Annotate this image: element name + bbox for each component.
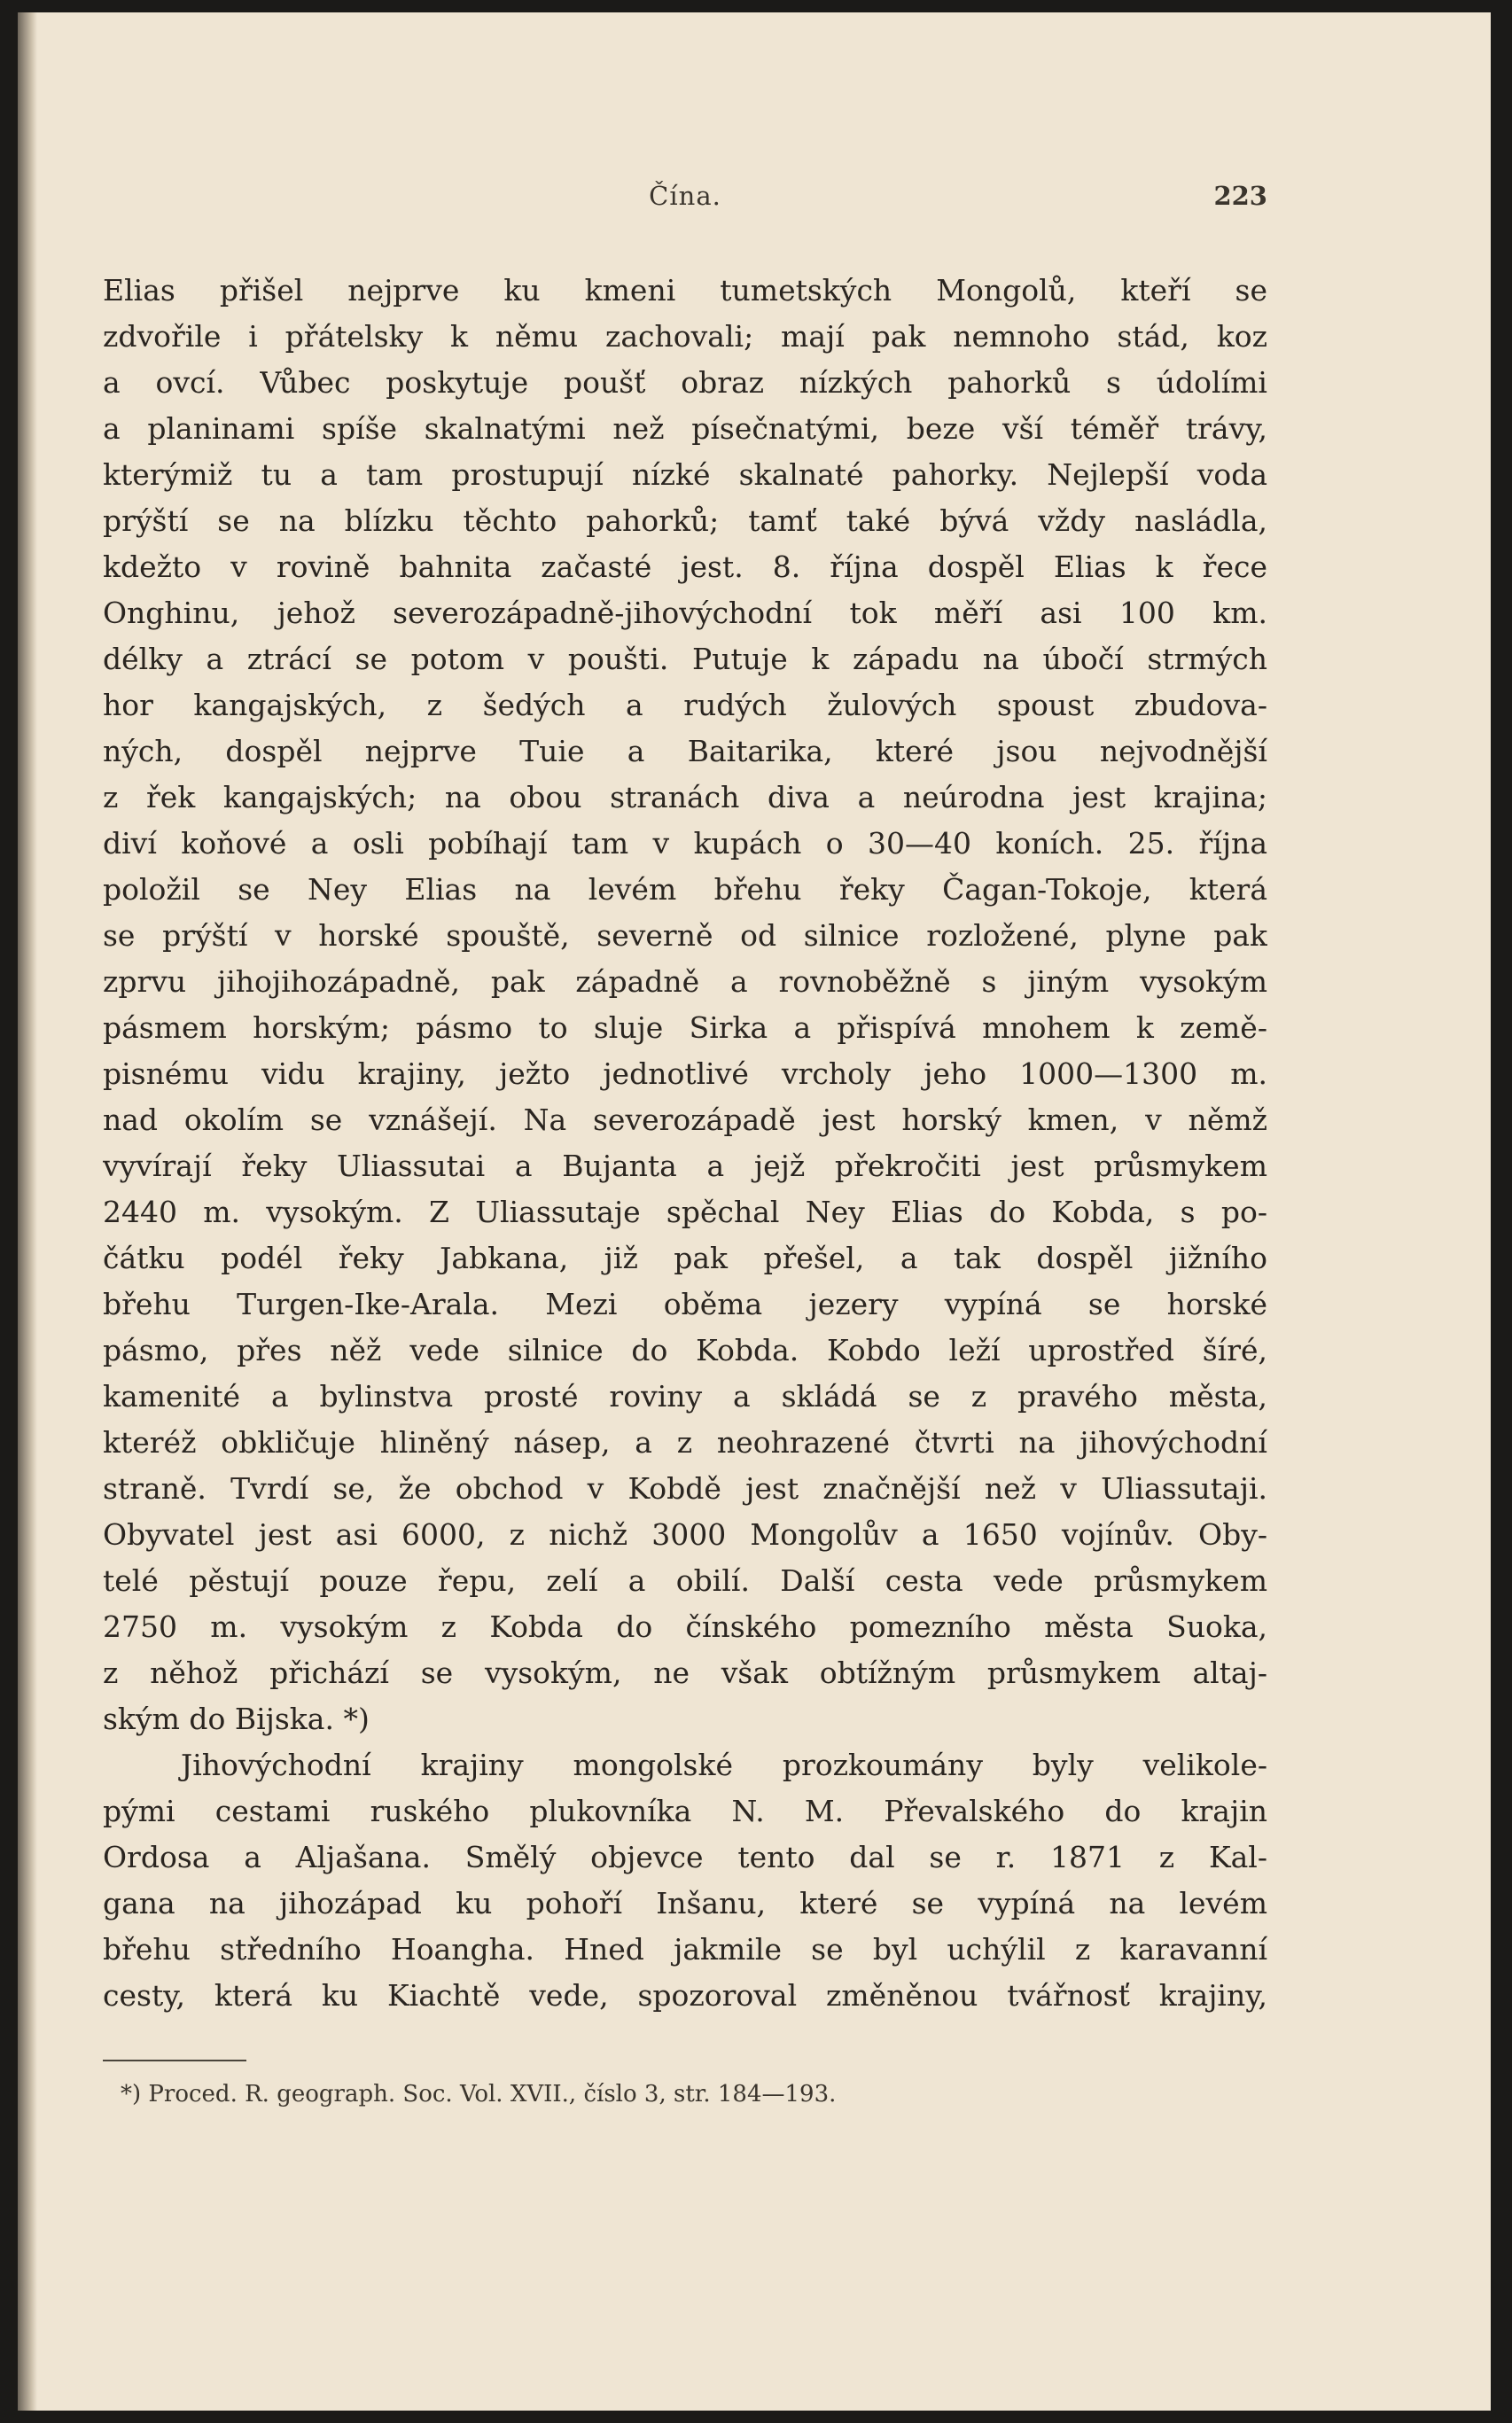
text-line: diví koňové a osli pobíhají tam v kupách o 30—40 koních. 25. října [103,826,1267,861]
text-line: kterýmiž tu a tam prostupují nízké skalnaté pahorky. Nejlepší voda [103,457,1267,492]
page-gutter-shadow [18,12,37,2411]
text-line: vyvírají řeky Uliassutai a Bujanta a jejž překročiti jest průsmykem [103,1149,1267,1183]
text-line: Onghinu, jehož severozápadně-jihovýchodní tok měří asi 100 km. [103,596,1267,630]
text-line: zdvořile i přátelsky k němu zachovali; mají pak nemnoho stád, koz [103,319,1267,354]
paragraph-start-line: Jihovýchodní krajiny mongolské prozkoumány byly velikole- [181,1748,1267,1782]
text-line: telé pěstují pouze řepu, zelí a obilí. Další cesta vede průsmykem [103,1563,1267,1598]
text-line: pásmem horským; pásmo to sluje Sirka a přispívá mnohem k země- [103,1010,1267,1045]
text-line: břehu středního Hoangha. Hned jakmile se byl uchýlil z karavanní [103,1932,1267,1967]
text-line: prýští se na blízku těchto pahorků; tamť také bývá vždy nasládla, [103,503,1267,538]
running-title: Čína. [649,181,721,211]
text-line: pásmo, přes něž vede silnice do Kobda. Kobdo leží uprostřed šíré, [103,1333,1267,1367]
page-number: 223 [1213,181,1267,211]
text-line: pými cestami ruského plukovníka N. M. Převalského do krajin [103,1794,1267,1828]
text-line: a ovcí. Vůbec poskytuje poušť obraz nízkých pahorků s údolími [103,365,1267,400]
text-line: délky a ztrácí se potom v poušti. Putuje k západu na úbočí strmých [103,642,1267,676]
text-line: z něhož přichází se vysokým, ne však obtížným průsmykem altaj- [103,1656,1267,1690]
book-page [18,12,1491,2411]
text-line: se prýští v horské spouště, severně od silnice rozložené, plyne pak [103,918,1267,953]
text-line: Ordosa a Aljašana. Smělý objevce tento dal se r. 1871 z Kal- [103,1840,1267,1874]
text-line: gana na jihozápad ku pohoří Inšanu, které se vypíná na levém [103,1886,1267,1920]
footnote-divider [103,2060,246,2061]
footnote: *) Proced. R. geograph. Soc. Vol. XVII., číslo 3, str. 184—193. [121,2081,837,2107]
body-text [103,268,1267,2019]
text-line: z řek kangajských; na obou stranách diva a neúrodna jest krajina; [103,780,1267,814]
text-line: položil se Ney Elias na levém břehu řeky Čagan-Tokoje, která [103,872,1267,907]
paragraph-end-line: ským do Bijska. *) [103,1702,370,1736]
text-line: břehu Turgen-Ike-Arala. Mezi oběma jezery vypíná se horské [103,1287,1267,1321]
text-line: straně. Tvrdí se, že obchod v Kobdě jest značnější než v Uliassutaji. [103,1471,1267,1506]
text-line: ných, dospěl nejprve Tuie a Baitarika, které jsou nejvodnější [103,734,1267,768]
text-line: Obyvatel jest asi 6000, z nichž 3000 Mongolův a 1650 vojínův. Oby- [103,1517,1267,1552]
page-header [103,181,1267,223]
text-line: čátku podél řeky Jabkana, již pak přešel, a tak dospěl jižního [103,1241,1267,1275]
text-line: kamenité a bylinstva prosté roviny a skládá se z pravého města, [103,1379,1267,1414]
text-line: nad okolím se vznášejí. Na severozápadě jest horský kmen, v němž [103,1102,1267,1137]
text-line: kteréž obkličuje hliněný násep, a z neohrazené čtvrti na jihovýchodní [103,1425,1267,1460]
text-line: hor kangajských, z šedých a rudých žulových spoust zbudova- [103,688,1267,722]
text-line: Elias přišel nejprve ku kmeni tumetských Mongolů, kteří se [103,273,1267,308]
text-line: cesty, která ku Kiachtě vede, spozoroval změněnou tvářnosť krajiny, [103,1978,1267,2013]
text-line: 2440 m. vysokým. Z Uliassutaje spěchal Ney Elias do Kobda, s po- [103,1195,1267,1229]
text-line: pisnému vidu krajiny, ježto jednotlivé vrcholy jeho 1000—1300 m. [103,1056,1267,1091]
text-line: 2750 m. vysokým z Kobda do čínského pomezního města Suoka, [103,1609,1267,1644]
text-line: a planinami spíše skalnatými než písečnatými, beze vší téměř trávy, [103,411,1267,446]
text-line: zprvu jihojihozápadně, pak západně a rovnoběžně s jiným vysokým [103,964,1267,999]
text-line: kdežto v rovině bahnita začasté jest. 8. října dospěl Elias k řece [103,549,1267,584]
